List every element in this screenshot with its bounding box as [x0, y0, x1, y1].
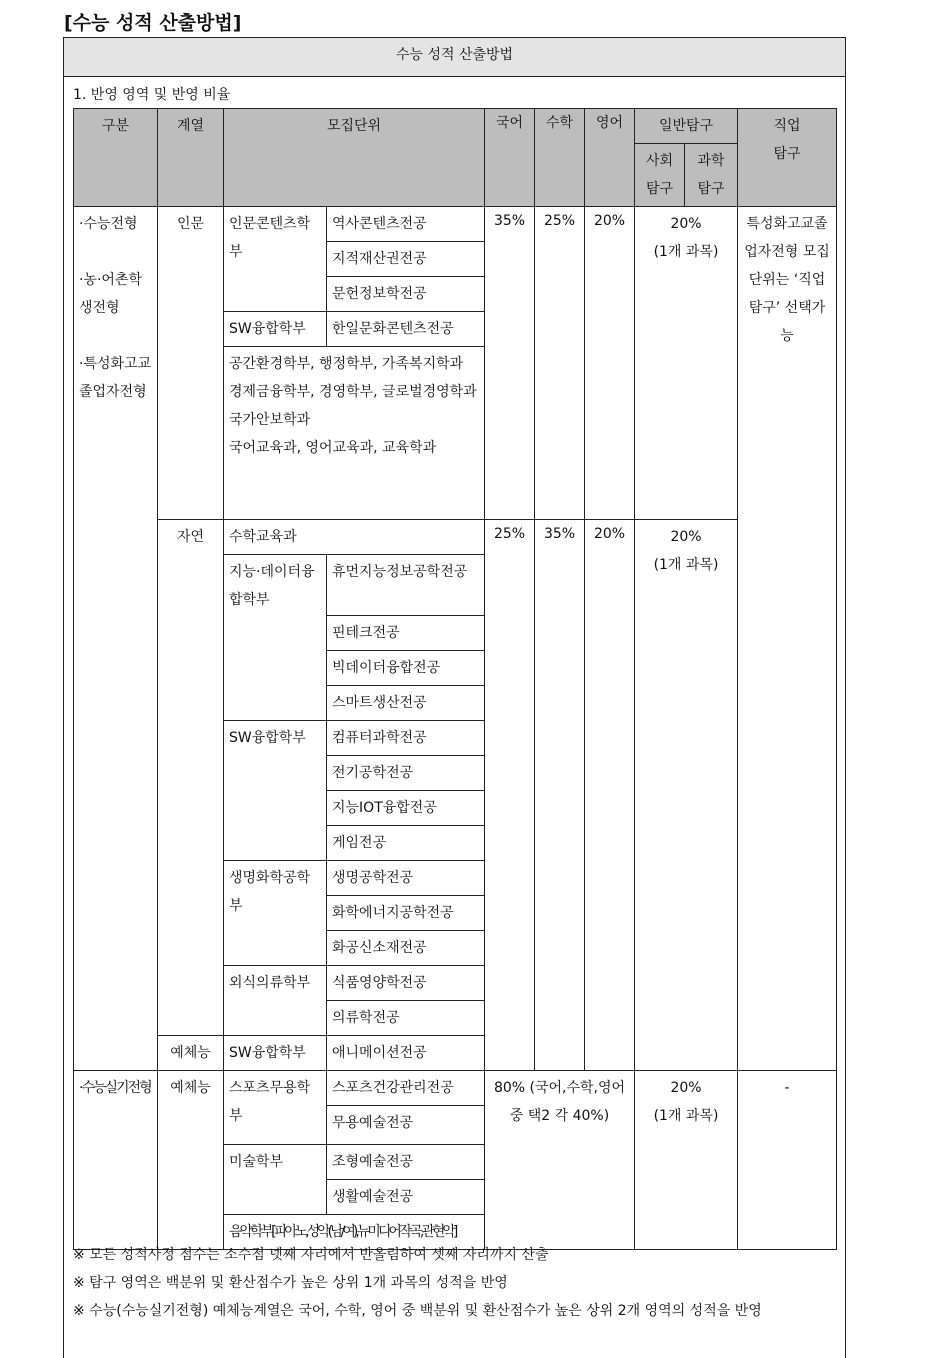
division: 인문콘텐츠학부: [224, 207, 327, 312]
eng-ratio: 20%: [585, 520, 635, 1071]
footnote: ※ 탐구 영역은 백분위 및 환산점수가 높은 상위 1개 과목의 성적을 반영: [73, 1275, 508, 1291]
division: 생명화학공학부: [224, 861, 327, 966]
major: 무용예술전공: [327, 1106, 485, 1145]
major: 게임전공: [327, 826, 485, 861]
general-ratio: 20% (1개 과목): [635, 1071, 738, 1250]
header-job: 직업 탐구: [738, 109, 837, 207]
header-math: 수학: [535, 109, 585, 207]
major: 화공신소재전공: [327, 931, 485, 966]
division: 외식의류학부: [224, 966, 327, 1036]
gyeyeol-arts: 예체능: [158, 1036, 224, 1071]
job-note: 특성화고교졸업자전형 모집단위는 ‘직업탐구’ 선택가능: [738, 207, 837, 1071]
footnotes: [73, 1241, 762, 1325]
other-units: 공간환경학부, 행정학부, 가족복지학과 경제금융학부, 경영학부, 글로벌경영학과 국가안보학과 국어교육과, 영어교육과, 교육학과: [224, 347, 485, 520]
gyeyeol-arts: 예체능: [158, 1071, 224, 1250]
math-ratio: 25%: [535, 207, 585, 520]
major: 한일문화콘텐츠전공: [327, 312, 485, 347]
eng-ratio: 20%: [585, 207, 635, 520]
header-eng: 영어: [585, 109, 635, 207]
major: 문헌정보학전공: [327, 277, 485, 312]
division: SW융합학부: [224, 1036, 327, 1071]
types-g1: ·수능전형 ·농·어촌학생전형 ·특성화고교졸업자전형: [74, 207, 158, 1071]
header-gyeyeol: 계열: [158, 109, 224, 207]
gyeyeol-humanities: 인문: [158, 207, 224, 520]
footnote: ※ 수능(수능실기전형) 예체능계열은 국어, 수학, 영어 중 백분위 및 환산점수가 높은 상위 2개 영역의 성적을 반영: [73, 1303, 762, 1319]
types-g2: ·수능실기전형: [74, 1071, 158, 1250]
general-ratio: 20% (1개 과목): [635, 207, 738, 520]
division: 미술학부: [224, 1145, 327, 1215]
major: 컴퓨터과학전공: [327, 721, 485, 756]
header-social: 사회 탐구: [635, 144, 685, 207]
major: 의류학전공: [327, 1001, 485, 1036]
division: 수학교육과: [224, 520, 485, 555]
division: SW융합학부: [224, 312, 327, 347]
header-unit: 모집단위: [224, 109, 485, 207]
core-ratio: 80% (국어,수학,영어 중 택2 각 40%): [485, 1071, 635, 1250]
major: 지능IOT융합전공: [327, 791, 485, 826]
math-ratio: 35%: [535, 520, 585, 1071]
content-box: [63, 37, 846, 1358]
footnote: ※ 모든 성적사정 점수는 소수점 넷째 자리에서 반올림하여 셋째 자리까지 산출: [73, 1247, 549, 1263]
box-header: 수능 성적 산출방법: [64, 38, 845, 77]
score-ratio-table: [73, 108, 837, 1250]
division: 스포츠무용학부: [224, 1071, 327, 1145]
major: 핀테크전공: [327, 616, 485, 651]
kor-ratio: 35%: [485, 207, 535, 520]
page-title: [수능 성적 산출방법]: [64, 12, 242, 34]
division: SW융합학부: [224, 721, 327, 861]
major: 조형예술전공: [327, 1145, 485, 1180]
header-kor: 국어: [485, 109, 535, 207]
header-science: 과학 탐구: [685, 144, 738, 207]
major: 스포츠건강관리전공: [327, 1071, 485, 1106]
major: 역사콘텐츠전공: [327, 207, 485, 242]
section-title: 1. 반영 영역 및 반영 비율: [73, 87, 231, 103]
major: 애니메이션전공: [327, 1036, 485, 1071]
major: 스마트생산전공: [327, 686, 485, 721]
major: 생명공학전공: [327, 861, 485, 896]
major: 전기공학전공: [327, 756, 485, 791]
major: 지적재산권전공: [327, 242, 485, 277]
header-gubun: 구분: [74, 109, 158, 207]
major: 빅데이터융합전공: [327, 651, 485, 686]
major: 생활예술전공: [327, 1180, 485, 1215]
general-ratio: 20% (1개 과목): [635, 520, 738, 1071]
gyeyeol-science: 자연: [158, 520, 224, 1036]
kor-ratio: 25%: [485, 520, 535, 1071]
job-note: -: [738, 1071, 837, 1250]
major: 휴먼지능정보공학전공: [327, 555, 485, 616]
major: 식품영양학전공: [327, 966, 485, 1001]
music-division: 음악학부[피아노,성악(남/여),뉴미디어작곡,관현악]: [224, 1215, 485, 1250]
division: 지능·데이터융합학부: [224, 555, 327, 721]
major: 화학에너지공학전공: [327, 896, 485, 931]
header-general: 일반탐구: [635, 109, 738, 144]
